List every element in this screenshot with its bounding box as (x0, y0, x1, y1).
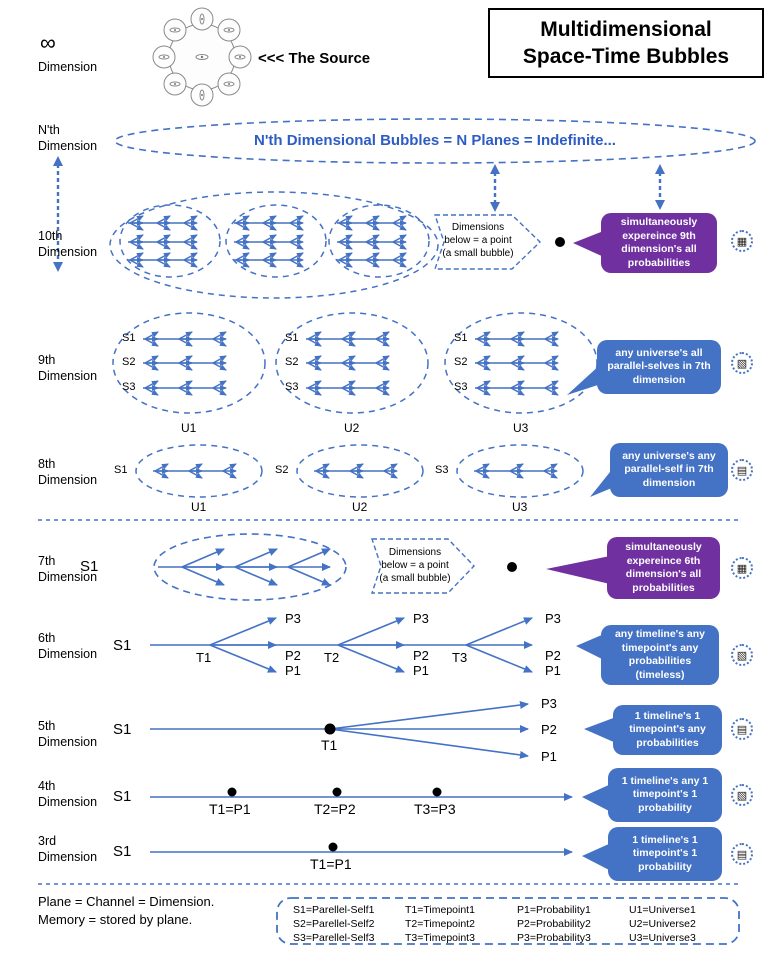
dim9-bubble: any universe's all parallel-selves in 7th dimension (597, 340, 721, 394)
dim9-bubble-tail (567, 364, 601, 395)
legend-item: T3=Timepoint3 (405, 932, 475, 944)
dim10-point-dot (555, 237, 565, 247)
dim4-glyph-icon: ▧ (731, 784, 753, 806)
dim6-glyph-icon: ▧ (731, 644, 753, 666)
dim9-glyph-icon: ▧ (731, 352, 753, 374)
legend-item: P3=Probability3 (517, 932, 591, 944)
u1-label: U1 (191, 500, 207, 514)
dim-label-5: 5th Dimension (38, 719, 98, 749)
dim-label-3: 3rd Dimension (38, 834, 98, 864)
dim5-timeline (150, 704, 528, 756)
dim6-bubble-tail (576, 634, 604, 660)
dim-label-6: 6th Dimension (38, 631, 98, 661)
nth-banner-text: N'th Dimensional Bubbles = N Planes = Indefinite... (254, 132, 616, 149)
title-line-2: Space-Time Bubbles (522, 45, 730, 68)
legend-item: P1=Probability1 (517, 904, 591, 916)
source-caption: <<< The Source (258, 50, 371, 67)
dim4-dots (228, 788, 442, 797)
dim8-bubble: any universe's any parallel-self in 7th dimension (610, 443, 728, 497)
dim5-bubble-tail (584, 717, 616, 743)
dim7-glyph-icon: ▦ (731, 557, 753, 579)
legend-item: S1=Parellel-Self1 (293, 904, 375, 916)
dim8-glyph-icon: ▤ (731, 459, 753, 481)
dim-label-10: 10th Dimension (38, 229, 98, 259)
dim4-bubble: 1 timeline's any 1 timepoint's 1 probability (608, 768, 722, 822)
u2-label: U2 (344, 421, 360, 435)
dim-label-nth: N'th Dimension (38, 123, 98, 153)
legend-item: T1=Timepoint1 (405, 904, 475, 916)
dim5-t1-dot (325, 724, 336, 735)
source-cell-icon (153, 8, 251, 106)
legend-item: S3=Parellel-Self3 (293, 932, 375, 944)
dim10-ellipses (110, 192, 438, 298)
dim7-bubble: simultaneously expereince 6th dimension's all probabilities (607, 537, 720, 599)
dim7-bubble-tail (546, 556, 610, 584)
dim3-bubble-tail (582, 843, 611, 871)
legend-item: U2=Universe2 (629, 918, 696, 930)
dim-label-4: 4th Dimension (38, 779, 98, 809)
dim10-note-text: Dimensions below = a point (a small bubble) (442, 222, 514, 259)
dim5-bubble: 1 timeline's 1 timepoint's any probabilities (613, 705, 722, 755)
dim3-glyph-icon: ▤ (731, 843, 753, 865)
legend-item: S2=Parellel-Self2 (293, 918, 375, 930)
dim7-point-dot (507, 562, 517, 572)
u1-label: U1 (181, 421, 197, 435)
legend-table (293, 904, 741, 945)
legend-item: U3=Universe3 (629, 932, 696, 944)
title-line-1: Multidimensional (540, 18, 712, 41)
legend-item: T2=Timepoint2 (405, 918, 475, 930)
dim3-bubble: 1 timeline's 1 timepoint's 1 probability (608, 827, 722, 881)
dim-label-8: 8th Dimension (38, 457, 98, 487)
u3-label: U3 (512, 500, 528, 514)
dim-label-9: 9th Dimension (38, 353, 98, 383)
dim10-bubble: simultaneously expereince 9th dimension's all probabilities (601, 213, 717, 273)
footer-notes: Plane = Channel = Dimension. Memory = stored by plane. (38, 894, 215, 927)
legend-item: P2=Probability2 (517, 918, 591, 930)
dashed-connector-arrows (53, 156, 665, 272)
dim5-glyph-icon: ▤ (731, 718, 753, 740)
dim6-bubble: any timeline's any timepoint's any probabilities (timeless) (601, 625, 719, 685)
dim-label-7: 7th Dimension (38, 554, 98, 584)
infinity-symbol: ∞ (40, 30, 56, 55)
dim10-glyph-icon: ▦ (731, 230, 753, 252)
legend-item: U1=Universe1 (629, 904, 696, 916)
u2-label: U2 (352, 500, 368, 514)
infinity-dimension-label: Dimension (38, 60, 98, 74)
diagram-canvas: ∞ Dimension <<< The Source Multidimensional Space-Time Bubbles N'th Dimension N'th Dimensional Bubbles = N Planes = Indefinite... 10th Dimension Dimensions below = a point (a small bubble) simultaneously expereince 9th dimension's all probabilities ▦ 9th Dimension S1 S2 S3 S1 S2 S3 S1 S2 S3 U1 U2 U3 any universe's all parallel-selves in 7th dimension ▧ 8th Dimension S1 S2 S3 U1 U2 U3 any universe's any parallel-self in 7th dimension ▤ 7th Dimension S1 Dimensions below = a point (a small bubble) simultaneously expereince 6th dimension's all probabilities ▦ 6th Dimension S1 T1 T2 T3 P3 P2 P1 P3 P2 P1 P3 P2 P1 any timeline's any timepoint's any probabilities (timeless) ▧ 5th Dimension S1 T1 P3 P2 P1 1 timeline's 1 timepoint's any probabilities ▤ 4th Dimension S1 T1=P1 T2=P2 T3=P3 1 timeline's any 1 timepoint's 1 probability ▧ 3rd Dimension S1 T1=P1 1 timeline's 1 timepoint's 1 probability ▤ Plane = Channel = Dimension. Memory = stored by plane. S1=Parellel-Self1 S2=Parellel-Self2 S3=Parellel-Self3 T1=Timepoint1 T2=Timepoint2 T3=Timepoint3 P1=Probability1 P2=Probability2 P3=Probability3 U1=Universe1 U2=Universe2 U3=Universe3 (0, 0, 770, 960)
dim7-note-text: Dimensions below = a point (a small bubble) (379, 547, 451, 584)
page-title (488, 8, 764, 78)
u3-label: U3 (513, 421, 529, 435)
dim3-t1-dot (329, 843, 338, 852)
dim4-bubble-tail (582, 784, 611, 812)
